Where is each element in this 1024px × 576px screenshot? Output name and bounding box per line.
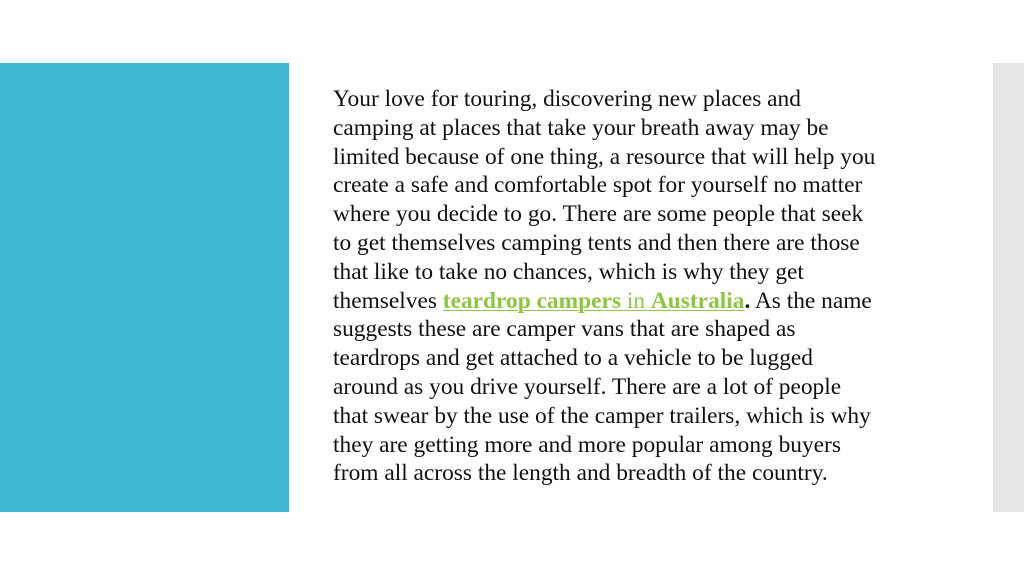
link-line-period: . [744, 287, 751, 314]
text-line-7: that like to take no chances, which is why they get [333, 258, 804, 285]
text-line-5: where you decide to go. There are some people that seek [333, 201, 864, 228]
text-line-2: camping at places that take your breath away may be [333, 114, 829, 141]
text-line-13: they are getting more and more popular among buyers [333, 431, 841, 458]
link-text-part-3: Australia [650, 287, 745, 314]
text-line-3: limited because of one thing, a resource that will help you [333, 143, 876, 170]
text-line-4: create a safe and comfortable spot for yourself no matter [333, 172, 863, 199]
text-line-10: teardrops and get attached to a vehicle to be lugged [333, 345, 813, 372]
scrollbar-track[interactable] [993, 63, 1024, 512]
text-line-14: from all across the length and breadth of the country. [333, 460, 828, 487]
link-text-part-2: in [621, 287, 651, 314]
text-line-1: Your love for touring, discovering new places and [333, 86, 801, 112]
text-line-9: suggests these are camper vans that are shaped as [333, 316, 796, 343]
text-line-8 [333, 287, 973, 316]
teardrop-campers-link[interactable] [443, 288, 745, 314]
link-text-part-1: teardrop campers [442, 287, 621, 314]
body-paragraph [333, 85, 973, 488]
text-line-6: to get themselves camping tents and then there are those [333, 229, 860, 256]
text-line-11: around as you drive yourself. There are a lot of people [333, 373, 842, 400]
text-line-12: that swear by the use of the camper trailers, which is why [333, 402, 871, 429]
accent-block [0, 63, 289, 512]
link-line-suffix: As the name [750, 287, 872, 314]
link-line-prefix: themselves [333, 287, 443, 314]
